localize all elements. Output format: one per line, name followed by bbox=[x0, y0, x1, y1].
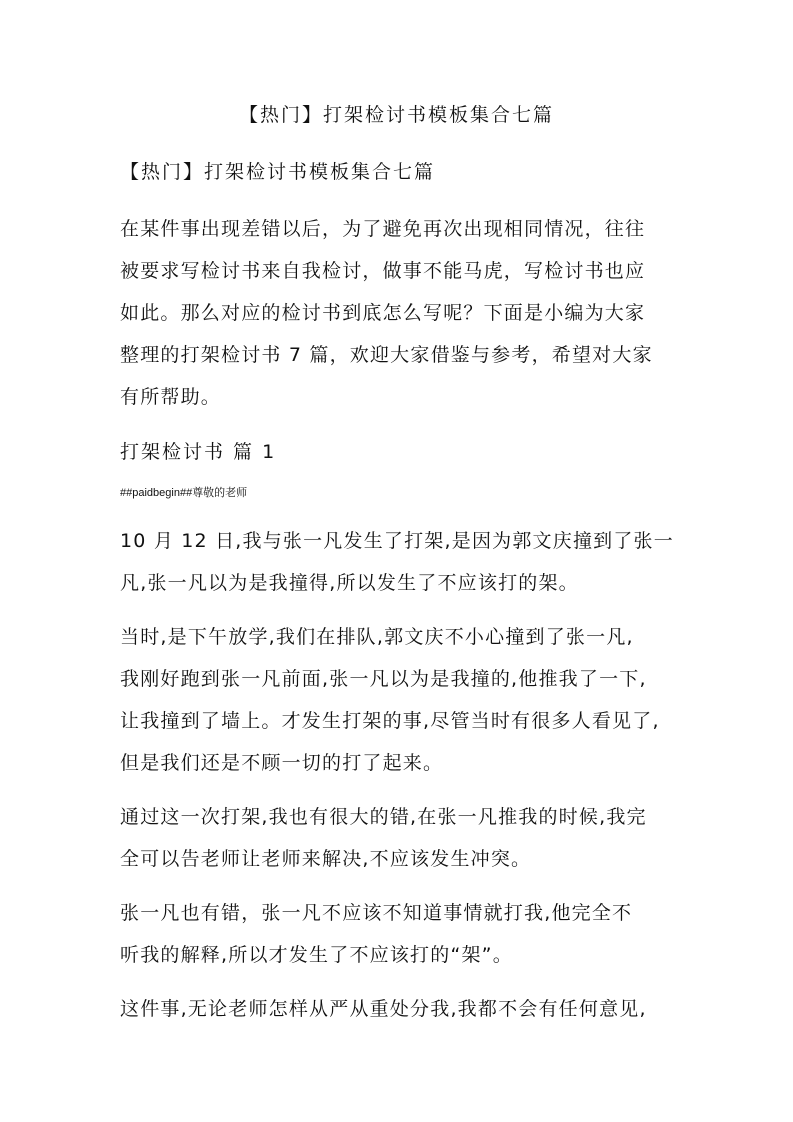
body-line: 全可以告老师让老师来解决,不应该发生冲突。 bbox=[120, 848, 532, 870]
intro-line: 如此。那么对应的检讨书到底怎么写呢？下面是小编为大家 bbox=[120, 302, 646, 324]
body-paragraph-4 bbox=[120, 892, 680, 976]
intro-line: 整理的打架检讨书 7 篇，欢迎大家借鉴与参考，希望对大家 bbox=[120, 344, 653, 366]
intro-line: 被要求写检讨书来自我检讨，做事不能马虎，写检讨书也应 bbox=[120, 260, 646, 282]
body-line: 听我的解释,所以才发生了不应该打的“架”。 bbox=[120, 944, 513, 966]
intro-line: 有所帮助。 bbox=[120, 386, 222, 408]
intro-line: 在某件事出现差错以后，为了避免再次出现相同情况，往往 bbox=[120, 218, 646, 240]
body-line: 10 月 12 日,我与张一凡发生了打架,是因为郭文庆撞到了张一 bbox=[120, 530, 674, 552]
body-paragraph-3 bbox=[120, 796, 680, 880]
body-paragraph-1 bbox=[120, 520, 680, 604]
salutation-line bbox=[120, 484, 247, 502]
body-line: 让我撞到了墙上。才发生打架的事,尽管当时有很多人看见了, bbox=[120, 710, 660, 732]
document-title: 【热门】打架检讨书模板集合七篇 bbox=[238, 104, 554, 126]
body-line: 张一凡也有错，张一凡不应该不知道事情就打我,他完全不 bbox=[120, 902, 633, 924]
body-line: 通过这一次打架,我也有很大的错,在张一凡推我的时候,我完 bbox=[120, 806, 647, 828]
section-heading: 打架检讨书 篇 1 bbox=[120, 441, 277, 463]
body-line: 这件事,无论老师怎样从严从重处分我,我都不会有任何意见, bbox=[120, 998, 647, 1020]
salutation: 尊敬的老师 bbox=[192, 486, 248, 499]
document-subtitle: 【热门】打架检讨书模板集合七篇 bbox=[120, 161, 436, 183]
intro-paragraph bbox=[120, 208, 680, 418]
body-line: 我刚好跑到张一凡前面,张一凡以为是我撞的,他推我了一下, bbox=[120, 668, 647, 690]
body-line: 凡,张一凡以为是我撞得,所以发生了不应该打的架。 bbox=[120, 572, 579, 594]
body-paragraph-5 bbox=[120, 988, 680, 1030]
body-line: 但是我们还是不顾一切的打了起来。 bbox=[120, 752, 444, 774]
body-paragraph-2 bbox=[120, 616, 680, 784]
body-line: 当时,是下午放学,我们在排队,郭文庆不小心撞到了张一凡, bbox=[120, 626, 634, 648]
paid-marker: ##paidbegin## bbox=[120, 487, 193, 499]
